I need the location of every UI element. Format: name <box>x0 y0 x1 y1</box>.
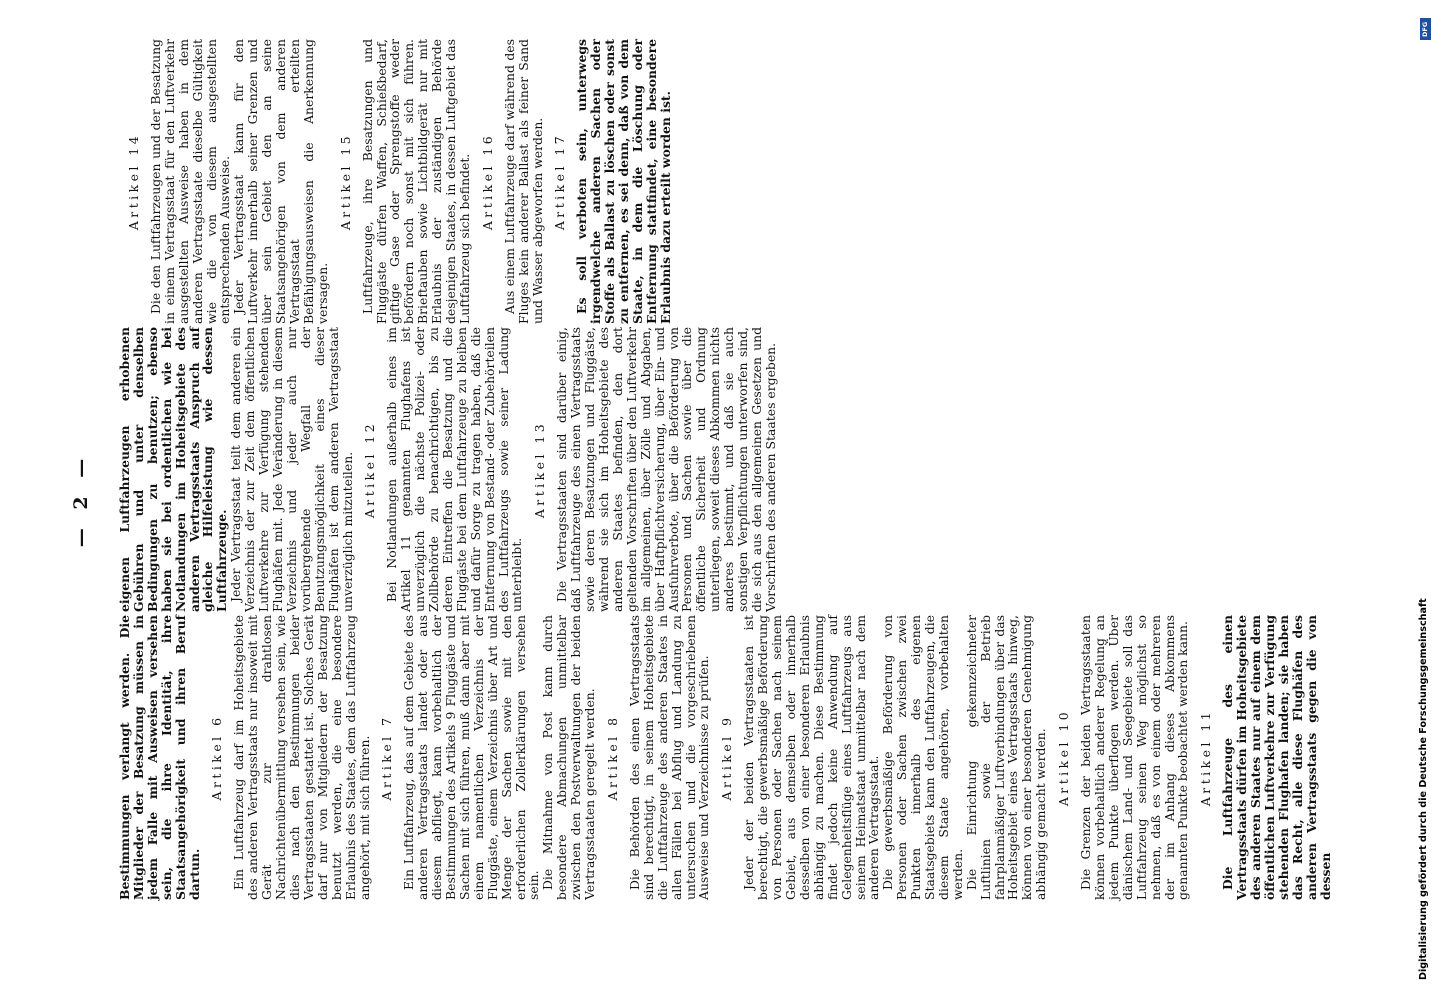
heading-artikel-16: Artikel 16 <box>479 132 495 231</box>
paragraph-artikel-12: Bei Notlandungen außerhalb eines im Artikel 11 genannten Flughafens ist unverzüglich die nächste Polizei- oder Zollbehörde zu benachrichtigen, bis zu deren Eintreffen die Besatzung und die Fluggäste bei dem Luftfahrzeuge zu bleiben und dafür Sorge zu tragen haben, daß die Entfernung von Bestand- oder Zubehörteilen des Luftfahrzeugs sowie seiner Ladung unterbleibt. <box>384 327 525 612</box>
paragraph-continuation: eigenen Luftfahrzeugen erhobenen Gebühren und unter denselben Bedingungen zu benutzen; ebenso haben sie bei ordentlichen wie bei Notlandungen im Hoheitsgebiete des anderen Vertragsstaats Anspruch auf gleiche Hilfeleistung wie dessen Luftfahrzeuge. <box>117 327 230 612</box>
text-column-3 <box>118 39 673 324</box>
page-number: — 2 — <box>70 452 92 548</box>
paragraph-artikel-11: Die Luftfahrzeuge des einen Vertragsstaats dürfen im Hoheitsgebiete des anderen Staates nur auf einem dem öffentlichen Luftverkehre zur Verfügung stehenden Flughafen landen; sie haben das Recht, alle diese Flughäfen des anderen Vertragsstaats gegen die von dessen <box>1220 615 1333 900</box>
paragraph-artikel-17: Es soll verboten sein, unterwegs irgendwelche anderen Sachen oder Stoffe als Ballast zu löschen oder sonst zu entfernen, es sei denn, daß von dem Staate, in dem die Löschung oder Entfernung stattfindet, eine besondere Erlaubnis dazu erteilt worden ist. <box>574 39 673 324</box>
paragraph-artikel-6: Ein Luftfahrzeug darf im Hoheitsgebiete des anderen Vertragsstaats nur insoweit mit Gerät zur drahtlosen Nachrichtenübermittlung versehen sein, wie dies nach den Bestimmungen beider Vertragsstaaten gestattet ist. Solches Gerät darf nur von Mitgliedern der Besatzung benutzt werden, die eine besondere Erlaubnis des Staates, dem das Luftfahrzeug angehört, mit sich führen. <box>231 615 372 900</box>
paragraph-artikel-7-1: Ein Luftfahrzeug, das auf dem Gebiete des anderen Vertragsstaats landet oder aus diesem abfliegt, kann vorbehaltlich der Bestimmungen des Artikels 9 Fluggäste und Sachen mit sich führen, muß dann aber mit einem namentlichen Verzeichnis der Fluggäste, einem Verzeichnis über Art und Menge der Sachen sowie mit den erforderlichen Zollerklärungen versehen sein. <box>401 615 542 900</box>
text-column-2 <box>118 327 778 612</box>
heading-artikel-12: Artikel 12 <box>362 420 378 519</box>
heading-artikel-9: Artikel 9 <box>719 714 735 801</box>
paragraph-artikel-13: Die Vertragsstaaten sind darüber einig, daß Luftfahrzeuge des einen Vertragsstaats sowie deren Besatzungen und Fluggäste, während sie sich im Hoheitsgebiete des anderen Staates befinden, den dort geltenden Vorschriften über den Luftverkehr im allgemeinen, über Zölle und Abgaben, über Haftpflichtversicherung, über Ein- und Ausfuhrverbote, über die Beförderung von Personen und Sachen sowie über die öffentliche Sicherheit und Ordnung unterliegen, soweit dieses Abkommen nichts anderes bestimmt, und daß sie auch sonstigen Verpflichtungen unterworfen sind, die sich aus den allgemeinen Gesetzen und Vorschriften des anderen Staates ergeben. <box>554 327 778 612</box>
paragraph-intro: Bestimmungen verlangt werden. Die Mitglieder der Besatzung müssen in jedem Falle mit Ausweisen versehen sein, die ihre Identität, ihre Staatsangehörigkeit und ihren Beruf dartun. <box>117 615 202 900</box>
paragraph-artikel-8: Die Behörden des einen Vertragsstaats sind berechtigt, in seinem Hoheitsgebiete die Luftfahrzeuge des anderen Staates in allen Fällen bei Abflug und Landung zu untersuchen und die vorgeschriebenen Ausweise und Verzeichnisse zu prüfen. <box>626 615 712 900</box>
heading-artikel-13: Artikel 13 <box>532 420 548 519</box>
heading-artikel-15: Artikel 15 <box>337 132 353 231</box>
paragraph-artikel-14-2: Jeder Vertragsstaat kann für den Luftverkehr innerhalb seiner Grenzen und über sein Gebiet den an seine Staatsangehörigen von dem anderen Vertragsstaat erteilten Befähigungsausweisen die Anerkennung versagen. <box>231 39 330 324</box>
paragraph-artikel-9-3: Die Einrichtung gekennzeichneter Luftlinien sowie der Betrieb fahrplanmäßiger Luftverbindungen über das Hoheitsgebiet eines Vertragsstaats hinweg, können von einer besonderen Genehmigung abhängig gemacht werden. <box>963 615 1049 900</box>
digitization-credit-strip <box>1418 10 1432 990</box>
heading-artikel-10: Artikel 10 <box>1056 708 1072 807</box>
digitization-credit-text: Digitalisierung gefördert durch die Deutsche Forschungsgemeinschaft <box>1418 598 1429 980</box>
heading-artikel-14: Artikel 14 <box>126 132 141 231</box>
heading-artikel-8: Artikel 8 <box>605 714 620 801</box>
paragraph-artikel-14-1: Die den Luftfahrzeugen und der Besatzung in einem Vertragsstaat für den Luftverkehr ausgestellten Ausweise haben in dem anderen Vertragsstaate dieselbe Gültigkeit wie die von diesem ausgestellten entsprechenden Ausweise. <box>147 39 233 324</box>
paragraph-artikel-7-2: Die Mitnahme von Post kann durch besondere Abmachungen unmittelbar zwischen den Postverwaltungen der beiden Vertragsstaaten geregelt werden. <box>540 615 598 900</box>
heading-artikel-7: Artikel 7 <box>379 714 395 801</box>
paragraph-artikel-16: Aus einem Luftfahrzeuge darf während des Fluges kein anderer Ballast als feiner Sand und Wasser abgeworfen werden. <box>501 39 545 324</box>
paragraph-artikel-10: Die Grenzen der beiden Vertragsstaaten können vorbehaltlich anderer Regelung an jedem Punkte überflogen werden. Über dänischem Land- und Seegebiete soll das Luftfahrzeug seinen Weg möglichst so nehmen, daß es von einem oder mehreren der im Anhang dieses Abkommens genannten Punkte beobachtet werden kann. <box>1078 615 1191 900</box>
dfg-logo: DFG <box>1420 18 1431 40</box>
heading-artikel-6: Artikel 6 <box>209 714 225 801</box>
heading-artikel-11: Artikel 11 <box>1198 708 1214 807</box>
paragraph-artikel-9-1: Jeder der beiden Vertragsstaaten ist berechtigt, die gewerbsmäßige Beförderung von Personen oder Sachen nach seinem Gebiet, aus demselben oder innerhalb desselben von einer besonderen Erlaubnis abhängig zu machen. Diese Bestimmung findet jedoch keine Anwendung auf Gelegenheitsflüge eines Luftfahrzeugs aus seinem Heimatstaat unmittelbar nach dem anderen Vertragsstaat. <box>741 615 882 900</box>
text-column-1 <box>118 615 1333 900</box>
paragraph-artikel-15: Luftfahrzeuge, ihre Besatzungen und Fluggäste dürfen Waffen, Schießbedarf, giftige Gase oder Sprengstoffe weder befördern noch sonst mit sich führen. Brieftauben sowie Lichtbildgerät nur mit Erlaubnis der zuständigen Behörde desjenigen Staates, in dessen Luftgebiet das Luftfahrzeug sich befindet. <box>359 39 472 324</box>
paragraph-artikel-9-2: Die gewerbsmäßige Beförderung von Personen oder Sachen zwischen zwei Punkten innerhalb des eigenen Staatsgebiets kann den Luftfahrzeugen, die diesem Staate angehören, vorbehalten werden. <box>880 615 965 900</box>
paragraph-flughaefen: Jeder Vertragsstaat teilt dem anderen ein Verzeichnis der zur Zeit dem öffentlichen Luftverkehre zur Verfügung stehenden Flughäfen mit. Jede Veränderung in diesem Verzeichnis und jeder auch nur vorübergehende Wegfall der Benutzungsmöglichkeit eines dieser Flughäfen ist dem anderen Vertragsstaat unverzüglich mitzuteilen. <box>228 327 355 612</box>
heading-artikel-17: Artikel 17 <box>552 132 568 231</box>
